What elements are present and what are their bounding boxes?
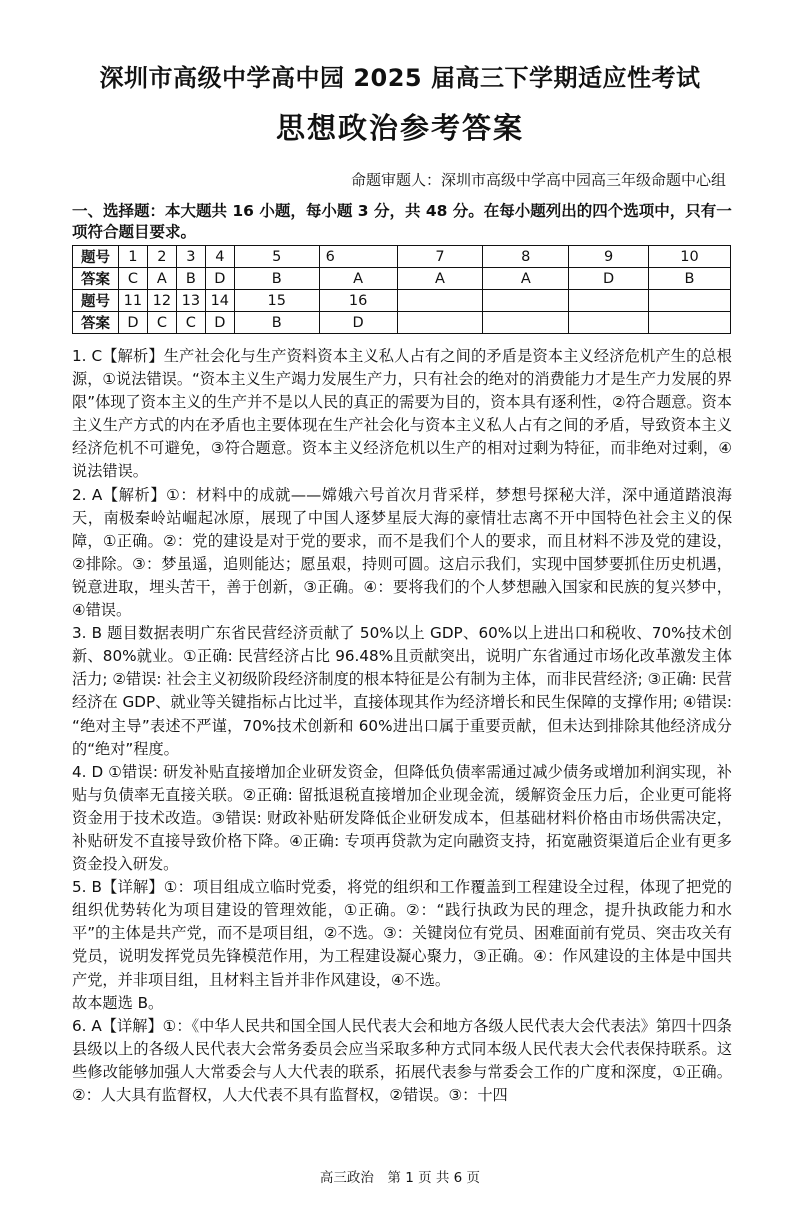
row-header: 答案 (73, 312, 119, 334)
question-number: 6 (319, 246, 397, 268)
answer-table (72, 245, 731, 334)
explanation-q2: 2. A【解析】①：材料中的成就——嫦娥六号首次月背采样，梦想号探秘大洋，深中通道踏浪海天，南极秦岭站崛起冰原，展现了中国人逐梦星辰大海的豪情壮志离不开中国特色社会主义的保障，①正确。②：党的建设是对于党的要求，而不是我们个人的要求，而且材料不涉及党的建设，②排除。③：梦虽遥，追则能达；愿虽艰，持则可圆。这启示我们，实现中国梦要抓住历史机遇，锐意进取，埋头苦干，善于创新，③正确。④：要将我们的个人梦想融入国家和民族的复兴梦中，④错误。 (72, 485, 732, 620)
empty-cell (397, 290, 483, 312)
answer-cell: B (234, 312, 319, 334)
answer-table-row (73, 246, 731, 268)
empty-cell (649, 290, 731, 312)
question-number: 3 (176, 246, 205, 268)
explanation-q3: 3. B 题目数据表明广东省民营经济贡献了 50%以上 GDP、60%以上进出口和税收、70%技术创新、80%就业。①正确: 民营经济占比 96.48%且贡献突出，说明广东省通过市场化改革激发主体活力; ②错误: 社会主义初级阶段经济制度的根本特征是公有制为主体，而非民营经济; ③正确: 民营经济在 GDP、就业等关键指标占比过半，直接体现其作为经济增长和民生保障的支撑作用; ④错误: “绝对主导”表述不严谨，70%技术创新和 60%进出口属于重要贡献，但未达到排除其他经济成分的“绝对”程度。 (72, 624, 732, 758)
answer-cell: A (483, 268, 569, 290)
exam-title: 深圳市高级中学高中园 2025 届高三下学期适应性考试 (99, 64, 701, 92)
answer-table-row (73, 268, 731, 290)
answer-cell: A (397, 268, 483, 290)
question-number: 14 (205, 290, 234, 312)
answer-cell: D (319, 312, 397, 334)
question-number: 8 (483, 246, 569, 268)
question-number: 1 (118, 246, 147, 268)
answer-cell: D (205, 312, 234, 334)
explanation-q5: 5. B【详解】①：项目组成立临时党委，将党的组织和工作覆盖到工程建设全过程，体现了把党的组织优势转化为项目建设的管理效能，①正确。②：“践行执政为民的理念，提升执政能力和水平”的主体是共产党，而不是项目组，②不选。③：关键岗位有党员、困难面前有党员、突击攻关有党员，说明发挥党员先锋模范作用，为工程建设凝心聚力，③正确。④：作风建设的主体是中国共产党，并非项目组，且材料主旨并非作风建设，④不选。 (72, 878, 732, 989)
question-number: 10 (649, 246, 731, 268)
answer-cell: C (147, 312, 176, 334)
question-number: 5 (234, 246, 319, 268)
question-number: 16 (319, 290, 397, 312)
answer-cell: D (569, 268, 649, 290)
empty-cell (649, 312, 731, 334)
explanation-q6: 6. A【详解】①：《中华人民共和国全国人民代表大会和地方各级人民代表大会代表法》第四十四条县级以上的各级人民代表大会常务委员会应当采取多种方式同本级人民代表大会代表保持联系。这些修改能够加强人大常委会与人大代表的联系，拓展代表参与常委会工作的广度和深度，①正确。②：人大具有监督权，人大代表不具有监督权，②错误。③：十四 (72, 1016, 732, 1104)
explanation-q1: 1. C【解析】生产社会化与生产资料资本主义私人占有之间的矛盾是资本主义经济危机产生的总根源，①说法错误。“资本主义生产竭力发展生产力，只有社会的绝对的消费能力才是生产力发展的界限”体现了资本主义的生产并不是以人民的真正的需要为目的，资本具有逐利性，②符合题意。资本主义生产方式的内在矛盾也主要体现在生产社会化与资本主义私人占有之间的矛盾，导致资本主义经济危机不可避免，③符合题意。资本主义经济危机以生产的相对过剩为特征，而非绝对过剩，④说法错误。 (72, 347, 732, 481)
question-number: 4 (205, 246, 234, 268)
question-number: 7 (397, 246, 483, 268)
empty-cell (483, 290, 569, 312)
empty-cell (483, 312, 569, 334)
section-heading: 一、选择题：本大题共 16 小题，每小题 3 分，共 48 分。在每小题列出的四个选项中，只有一项符合题目要求。 (72, 202, 732, 241)
answer-cell: B (234, 268, 319, 290)
answer-cell: B (176, 268, 205, 290)
answer-cell: D (205, 268, 234, 290)
row-header: 题号 (73, 246, 119, 268)
question-number: 13 (176, 290, 205, 312)
empty-cell (397, 312, 483, 334)
explanation-q4: 4. D ①错误: 研发补贴直接增加企业研发资金，但降低负债率需通过减少债务或增加利润实现，补贴与负债率无直接关联。②正确: 留抵退税直接增加企业现金流，缓解资金压力后，企业更可能将资金用于技术改造。③错误: 财政补贴研发降低企业研发成本，但基础材料价格由市场供需决定，补贴研发不直接导致价格下降。④正确: 专项再贷款为定向融资支持，拓宽融资渠道后企业有更多资金投入研发。 (72, 762, 732, 874)
answer-table-row (73, 290, 731, 312)
answer-cell: A (147, 268, 176, 290)
row-header: 答案 (73, 268, 119, 290)
question-number: 11 (118, 290, 147, 312)
explanations (72, 345, 732, 1107)
question-number: 15 (234, 290, 319, 312)
answer-table-row (73, 312, 731, 334)
answer-cell: D (118, 312, 147, 334)
author-line: 命题审题人：深圳市高级中学高中园高三年级命题中心组 (350, 171, 726, 189)
question-number: 9 (569, 246, 649, 268)
empty-cell (569, 290, 649, 312)
row-header: 题号 (73, 290, 119, 312)
answer-cell: C (118, 268, 147, 290)
empty-cell (569, 312, 649, 334)
answer-key-title: 思想政治参考答案 (275, 111, 524, 145)
question-number: 12 (147, 290, 176, 312)
question-number: 2 (147, 246, 176, 268)
conclusion-q5: 故本题选 B。 (72, 993, 164, 1012)
answer-cell: B (649, 268, 731, 290)
answer-cell: A (319, 268, 397, 290)
answer-cell: C (176, 312, 205, 334)
page-footer: 高三政治 第 1 页 共 6 页 (319, 1170, 481, 1186)
